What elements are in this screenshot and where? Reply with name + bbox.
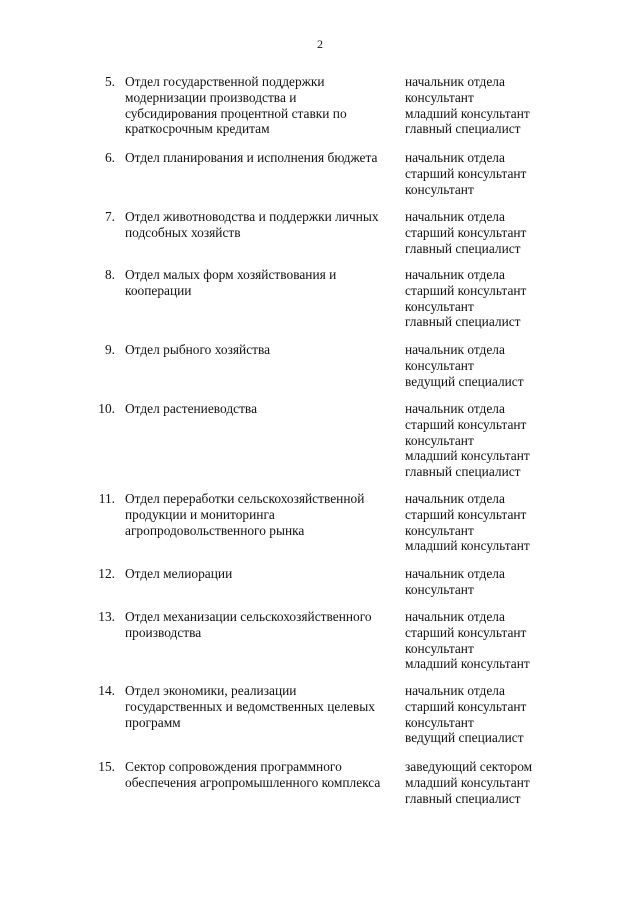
position-title: начальник отдела bbox=[405, 74, 505, 89]
department-name-line: Отдел малых форм хозяйствования и bbox=[125, 267, 337, 282]
department-name-line: подсобных хозяйств bbox=[125, 224, 241, 240]
position-title: младший консультант bbox=[405, 105, 530, 121]
position-title: консультант bbox=[405, 714, 474, 730]
department-name bbox=[125, 209, 403, 241]
position-title: консультант bbox=[405, 89, 474, 105]
position-list bbox=[405, 566, 620, 598]
position-list bbox=[405, 150, 620, 197]
entry-number: 11. bbox=[98, 491, 115, 506]
entry-number: 14. bbox=[98, 683, 115, 698]
position-title: консультант bbox=[405, 640, 474, 656]
position-list bbox=[405, 209, 620, 256]
position-title: главный специалист bbox=[405, 121, 521, 137]
entry-number: 8. bbox=[104, 267, 115, 282]
position-title: старший консультант bbox=[405, 282, 527, 298]
position-title: младший консультант bbox=[405, 774, 530, 790]
position-list bbox=[405, 342, 620, 389]
position-title: главный специалист bbox=[405, 790, 521, 806]
department-name-line: Отдел растениеводства bbox=[125, 401, 258, 416]
position-list bbox=[405, 401, 620, 480]
position-title: ведущий специалист bbox=[405, 730, 524, 746]
position-title: заведующий сектором bbox=[405, 759, 533, 774]
position-title: младший консультант bbox=[405, 448, 530, 464]
department-name-line: субсидирования процентной ставки по bbox=[125, 105, 347, 121]
position-title: начальник отдела bbox=[405, 401, 505, 416]
department-name-line: Отдел рыбного хозяйства bbox=[125, 342, 271, 357]
position-list bbox=[405, 267, 620, 330]
position-title: старший консультант bbox=[405, 224, 527, 240]
department-name-line: кооперации bbox=[125, 282, 192, 298]
page-number: 2 bbox=[317, 37, 323, 51]
position-title: младший консультант bbox=[405, 538, 530, 554]
position-title: начальник отдела bbox=[405, 150, 505, 165]
position-list bbox=[405, 74, 620, 137]
department-name bbox=[125, 683, 403, 730]
department-name bbox=[125, 401, 403, 417]
position-title: главный специалист bbox=[405, 314, 521, 330]
position-title: старший консультант bbox=[405, 698, 527, 714]
department-name bbox=[125, 759, 403, 791]
department-name-line: агропродовольственного рынка bbox=[125, 522, 305, 538]
department-name-line: обеспечения агропромышленного комплекса bbox=[125, 774, 381, 790]
entry-number: 5. bbox=[104, 74, 115, 89]
entry-number: 12. bbox=[98, 566, 115, 581]
department-name-line: Сектор сопровождения программного bbox=[125, 759, 342, 774]
position-title: начальник отдела bbox=[405, 566, 505, 581]
entry-number: 9. bbox=[104, 342, 115, 357]
department-name-line: Отдел экономики, реализации bbox=[125, 683, 297, 698]
position-title: старший консультант bbox=[405, 416, 527, 432]
department-name-line: Отдел переработки сельскохозяйственной bbox=[125, 491, 365, 506]
position-list bbox=[405, 609, 620, 672]
position-title: начальник отдела bbox=[405, 683, 505, 698]
department-name bbox=[125, 74, 403, 137]
position-title: консультант bbox=[405, 522, 474, 538]
department-name-line: программ bbox=[125, 714, 181, 730]
department-name bbox=[125, 150, 403, 166]
position-title: начальник отдела bbox=[405, 209, 505, 224]
department-name bbox=[125, 267, 403, 299]
entry-number: 15. bbox=[98, 759, 115, 774]
position-title: начальник отдела bbox=[405, 267, 505, 282]
department-name-line: Отдел планирования и исполнения бюджета bbox=[125, 150, 378, 165]
department-name-line: краткосрочным кредитам bbox=[125, 121, 270, 137]
position-title: консультант bbox=[405, 298, 474, 314]
department-name-line: Отдел животноводства и поддержки личных bbox=[125, 209, 379, 224]
department-name-line: производства bbox=[125, 624, 202, 640]
department-name-line: Отдел мелиорации bbox=[125, 566, 233, 581]
position-list bbox=[405, 683, 620, 746]
position-title: начальник отдела bbox=[405, 609, 505, 624]
position-title: начальник отдела bbox=[405, 491, 505, 506]
entry-number: 6. bbox=[104, 150, 115, 165]
position-title: старший консультант bbox=[405, 506, 527, 522]
position-title: консультант bbox=[405, 181, 474, 197]
department-name-line: модернизации производства и bbox=[125, 89, 297, 105]
department-name bbox=[125, 609, 403, 641]
entry-number: 10. bbox=[98, 401, 115, 416]
position-title: главный специалист bbox=[405, 240, 521, 256]
department-name-line: продукции и мониторинга bbox=[125, 506, 275, 522]
department-name bbox=[125, 342, 403, 358]
position-title: консультант bbox=[405, 581, 474, 597]
position-title: старший консультант bbox=[405, 165, 527, 181]
department-name bbox=[125, 491, 403, 538]
department-name bbox=[125, 566, 403, 582]
position-title: младший консультант bbox=[405, 656, 530, 672]
position-title: консультант bbox=[405, 432, 474, 448]
position-title: старший консультант bbox=[405, 624, 527, 640]
position-list bbox=[405, 491, 620, 554]
position-list bbox=[405, 759, 620, 806]
position-title: консультант bbox=[405, 357, 474, 373]
position-title: ведущий специалист bbox=[405, 373, 524, 389]
entry-number: 13. bbox=[98, 609, 115, 624]
department-name-line: Отдел механизации сельскохозяйственного bbox=[125, 609, 372, 624]
entry-number: 7. bbox=[104, 209, 115, 224]
position-title: главный специалист bbox=[405, 464, 521, 480]
department-name-line: Отдел государственной поддержки bbox=[125, 74, 325, 89]
department-name-line: государственных и ведомственных целевых bbox=[125, 698, 375, 714]
position-title: начальник отдела bbox=[405, 342, 505, 357]
